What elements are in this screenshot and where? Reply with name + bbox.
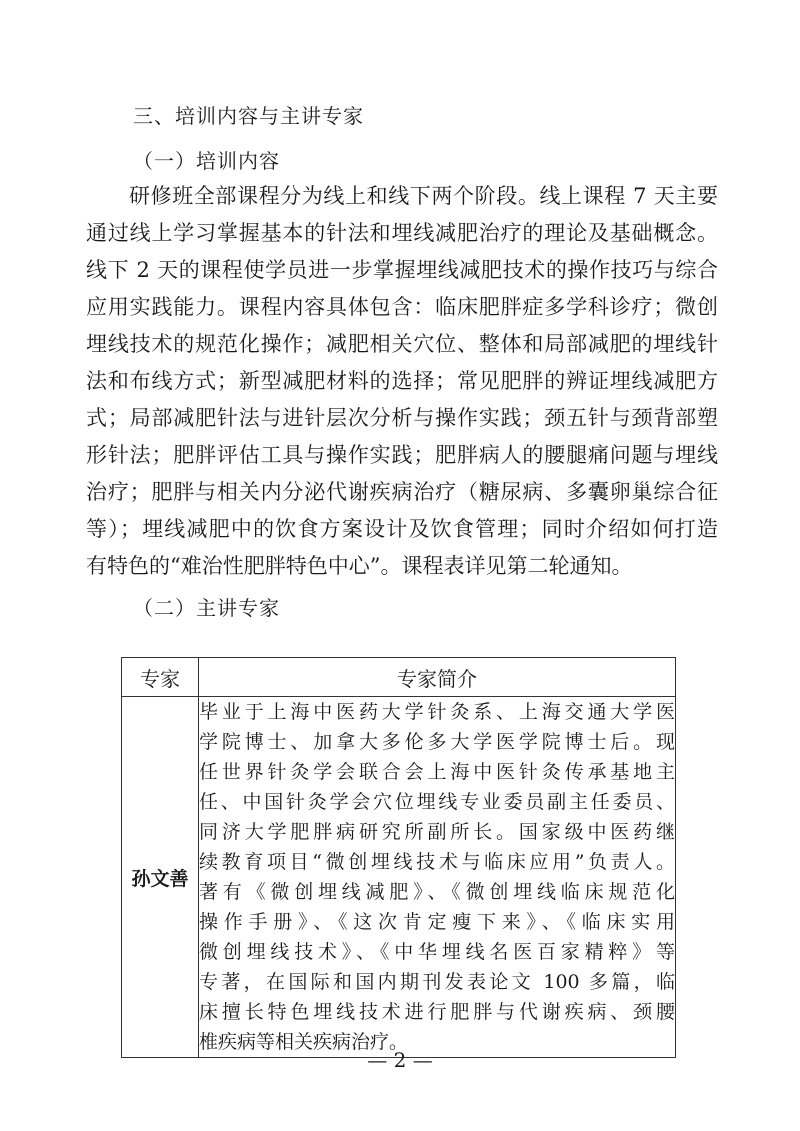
bio-line: 椎疾病等相关疾病治疗。 xyxy=(199,1031,409,1053)
table-header-row xyxy=(122,658,676,697)
header-expert-intro: 专家简介 xyxy=(199,658,676,697)
bio-line: 毕业于上海中医药大学针灸系、上海交通大学医 xyxy=(199,701,675,723)
bio-line: 微创埋线技术》、《中华埋线名医百家精粹》等 xyxy=(199,941,675,963)
bio-line: 操作手册》、《这次肯定瘦下来》、《临床实用 xyxy=(199,911,675,933)
bio-line: 床擅长特色埋线技术进行肥胖与代谢疾病、颈腰 xyxy=(199,1001,675,1023)
bio-line: 任世界针灸学会联合会上海中医针灸传承基地主 xyxy=(199,761,675,783)
experts-heading: （二）主讲专家 xyxy=(133,596,280,620)
body-line: 线下 2 天的课程使学员进一步掌握埋线减肥技术的操作技巧与综合 xyxy=(86,258,718,282)
bio-line: 同济大学肥胖病研究所副所长。国家级中医药继 xyxy=(199,821,675,843)
header-expert: 专家 xyxy=(122,658,199,697)
page-number: — 2 — xyxy=(367,1048,433,1072)
bio-line: 续教育项目“微创埋线技术与临床应用”负责人。 xyxy=(199,851,675,873)
body-line: 埋线技术的规范化操作；减肥相关穴位、整体和局部减肥的埋线针 xyxy=(86,332,718,356)
bio-line: 任、中国针灸学会穴位埋线专业委员副主任委员、 xyxy=(199,791,675,813)
training-content-body xyxy=(86,178,718,585)
body-line: 研修班全部课程分为线上和线下两个阶段。线上课程 7 天主要 xyxy=(129,184,718,208)
body-line: 通过线上学习掌握基本的针法和埋线减肥治疗的理论及基础概念。 xyxy=(86,221,718,245)
table-row xyxy=(122,697,676,1058)
body-line: 应用实践能力。课程内容具体包含：临床肥胖症多学科诊疗；微创 xyxy=(86,295,718,319)
expert-bio xyxy=(199,697,676,1058)
experts-table xyxy=(121,657,676,1058)
section-heading: 三、培训内容与主讲专家 xyxy=(133,104,364,128)
training-content-heading: （一）培训内容 xyxy=(133,149,280,173)
bio-line: 专著，在国际和国内期刊发表论文 100 多篇，临 xyxy=(199,971,675,993)
body-line: 等）；埋线减肥中的饮食方案设计及饮食管理；同时介绍如何打造 xyxy=(86,517,718,541)
body-line: 治疗；肥胖与相关内分泌代谢疾病治疗（糖尿病、多囊卵巢综合征 xyxy=(86,480,718,504)
body-line: 有特色的“难治性肥胖特色中心”。课程表详见第二轮通知。 xyxy=(86,554,633,578)
body-line: 式；局部减肥针法与进针层次分析与操作实践；颈五针与颈背部塑 xyxy=(86,406,718,430)
body-line: 形针法；肥胖评估工具与操作实践；肥胖病人的腰腿痛问题与埋线 xyxy=(86,443,718,467)
bio-line: 学院博士、加拿大多伦多大学医学院博士后。现 xyxy=(199,731,675,753)
expert-name: 孙文善 xyxy=(122,697,199,1058)
body-line: 法和布线方式；新型减肥材料的选择；常见肥胖的辨证埋线减肥方 xyxy=(86,369,718,393)
bio-line: 著有《微创埋线减肥》、《微创埋线临床规范化 xyxy=(199,881,675,903)
